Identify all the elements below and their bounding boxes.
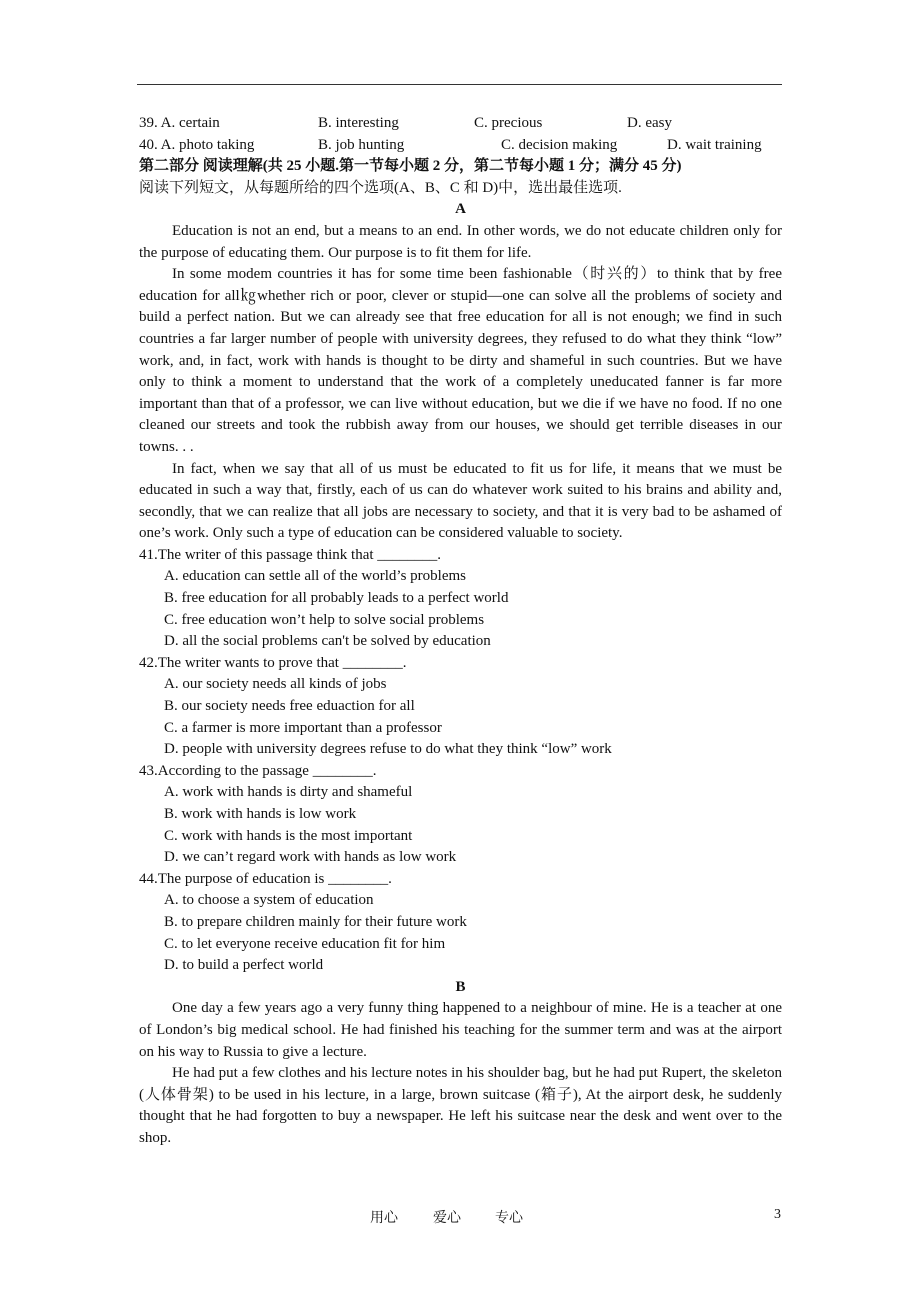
question-stem: 43.According to the passage ________. (139, 762, 377, 779)
answer-option: D. to build a perfect world (164, 957, 324, 974)
question-42 (139, 653, 782, 761)
answer-option: C. free education won’t help to solve social problems (164, 611, 485, 628)
question-stem: 42.The writer wants to prove that ________. (139, 654, 407, 671)
document-body (139, 113, 782, 1150)
q39-option-c: C. precious (474, 115, 543, 131)
header-rule (137, 84, 782, 85)
footer-text-1: 用心 (370, 1211, 398, 1226)
question-39-options (139, 113, 782, 135)
answer-option: B. our society needs free eduaction for all (164, 698, 415, 715)
passage-b-label: B (455, 978, 466, 995)
q39-option-a: 39. A. certain (139, 115, 220, 131)
question-44 (139, 869, 782, 977)
passage-a-paragraph-1: Education is not an end, but a means to an end. In other words, we do not educate children only for the purpose of educating them. Our purpose is to fit them for life. (139, 222, 782, 261)
question-43 (139, 761, 782, 869)
footer-text-2: 爱心 (433, 1211, 461, 1226)
q40-option-a: 40. A. photo taking (139, 136, 255, 153)
answer-option: D. all the social problems can't be solved by education (164, 633, 491, 650)
question-stem: 41.The writer of this passage think that ________. (139, 546, 442, 563)
q40-option-c: C. decision making (501, 136, 618, 153)
question-stem: 44.The purpose of education is ________. (139, 870, 392, 887)
answer-option: A. education can settle all of the world’s problems (164, 568, 466, 585)
question-40-options (139, 135, 782, 157)
answer-option: A. our society needs all kinds of jobs (164, 676, 387, 693)
q40-option-b: B. job hunting (318, 136, 405, 153)
page-number: 3 (774, 1207, 781, 1222)
answer-option: C. a farmer is more important than a professor (164, 719, 442, 736)
passage-b-paragraph-1: One day a few years ago a very funny thing happened to a neighbour of mine. He is a teacher at one of London’s big medical school. He had finished his teaching for the summer term and was at the airport on his way to Russia to give a lecture. (139, 1000, 782, 1060)
answer-option: A. to choose a system of education (164, 892, 374, 909)
answer-option: C. work with hands is the most important (164, 827, 413, 844)
footer-text-3: 专心 (495, 1211, 523, 1226)
answer-option: B. to prepare children mainly for their future work (164, 913, 467, 930)
q39-option-d: D. easy (627, 115, 672, 131)
passage-a-paragraph-3: In fact, when we say that all of us must be educated to fit us for life, it means that we must be educated in such a way that, firstly, each of us can do whatever work suited to his brains and ability and, secondly, that we can realize that all jobs are necessary to society, and that it is very bad to be ashamed of one’s work. Only such a type of education can be considered valuable to society. (139, 460, 782, 542)
answer-option: B. free education for all probably leads to a perfect world (164, 590, 509, 607)
answer-option: C. to let everyone receive education fit for him (164, 935, 446, 952)
q39-option-b: B. interesting (318, 115, 399, 131)
answer-option: D. people with university degrees refuse to do what they think “low” work (164, 741, 612, 758)
answer-option: A. work with hands is dirty and shameful (164, 784, 413, 801)
passage-b-paragraph-2: He had put a few clothes and his lecture notes in his shoulder bag, but he had put Rupert, the skeleton (人体骨架) to be used in his lecture, in a large, brown suitcase (箱子), At the airport desk, he suddenly thought that he had forgotten to buy a newspaper. He left his suitcase near the desk and went over to the shop. (139, 1065, 782, 1146)
section-heading: 第二部分 阅读理解(共 25 小题.第一节每小题 2 分，第二节每小题 1 分；满分 45 分) (139, 158, 682, 175)
section-instruction: 阅读下列短文，从每题所给的四个选项(A、B、C 和 D)中，选出最佳选项. (139, 179, 622, 196)
answer-option: D. we can’t regard work with hands as low work (164, 849, 457, 866)
passage-a-paragraph-2: In some modem countries it has for some time been fashionable（时兴的）to think that by free education for all㎏whether rich or poor, clever or stupid—one can solve all the problems of society and build a perfect nation. But we can already see that free education for all is not enough; we find in such countries a far larger number of people with university degrees, they refused to do what they think “low” work, and, in fact, work with hands is thought to be dirty and shameful in such countries. But we have only to think a moment to understand that the work of a completely uneducated fanner is far more important than that of a professor, we can live without education, but we die if we have no food. If no one cleaned our streets and took the rubbish away from our houses, we should get terrible diseases in our towns. . . (139, 266, 782, 455)
question-41 (139, 545, 782, 653)
q40-option-d: D. wait training (667, 136, 762, 153)
passage-a-label: A (455, 201, 466, 218)
answer-option: B. work with hands is low work (164, 806, 357, 822)
